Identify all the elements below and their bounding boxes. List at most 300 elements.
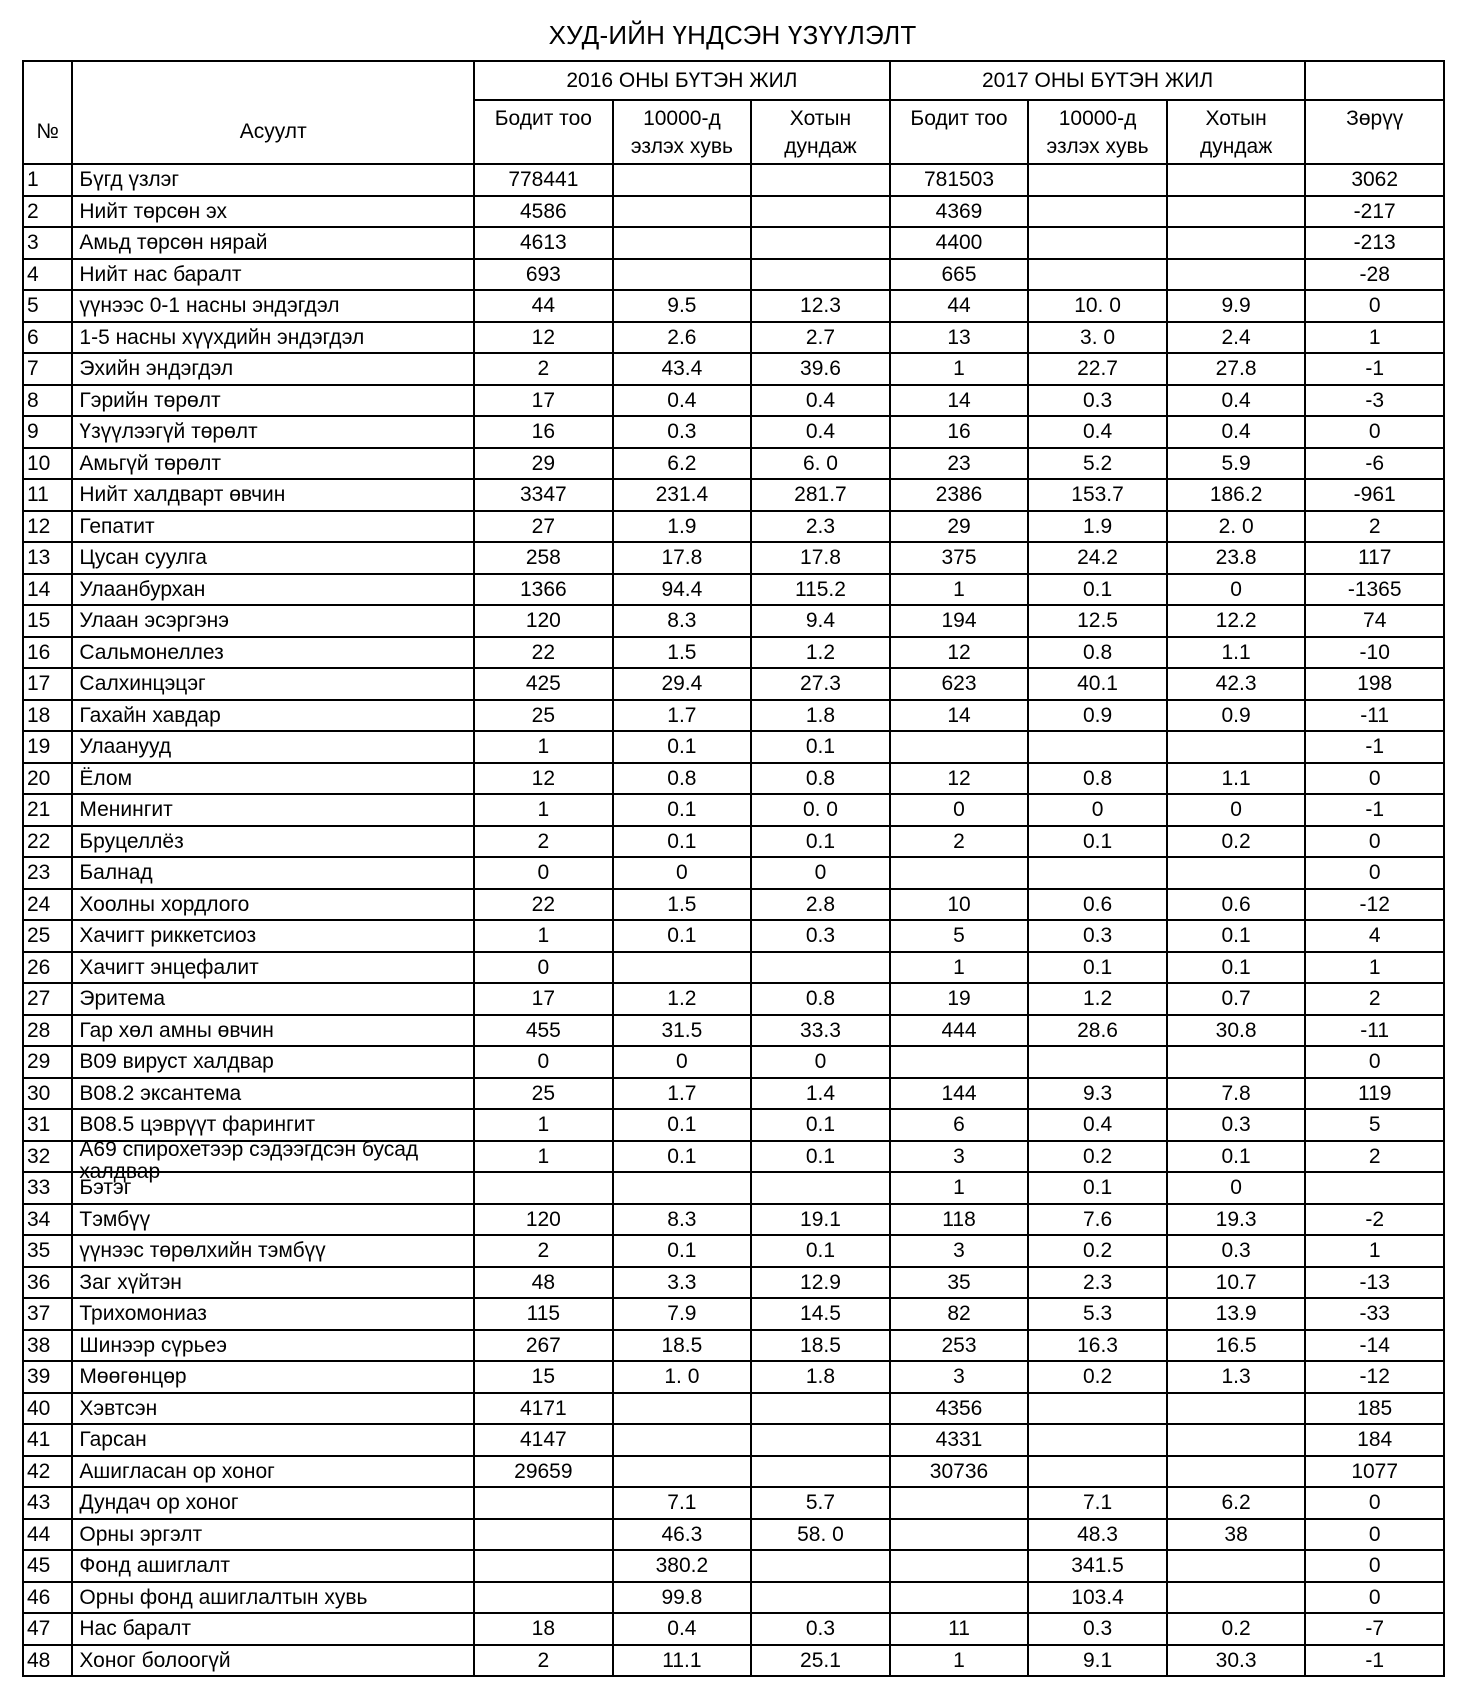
city-avg-2016-cell: 0.4 xyxy=(751,416,890,448)
rate-2017-cell xyxy=(1028,857,1167,889)
table-row xyxy=(23,164,1444,196)
diff-cell: 4 xyxy=(1305,920,1444,952)
rate-2016-cell: 1.2 xyxy=(613,983,752,1015)
rate-2017-cell: 0.3 xyxy=(1028,385,1167,417)
table-row xyxy=(23,1645,1444,1677)
row-number-cell: 27 xyxy=(23,983,72,1015)
diff-cell: 3062 xyxy=(1305,164,1444,196)
city-avg-2016-cell: 12.3 xyxy=(751,290,890,322)
actual-2017-cell: 12 xyxy=(890,763,1029,795)
actual-2017-cell: 444 xyxy=(890,1015,1029,1047)
city-avg-2016-cell xyxy=(751,1582,890,1614)
header-2017-rate xyxy=(1028,100,1167,164)
city-avg-2016-cell: 0.1 xyxy=(751,826,890,858)
city-avg-2016-cell: 0.4 xyxy=(751,385,890,417)
rate-2016-cell: 231.4 xyxy=(613,479,752,511)
rate-2016-cell xyxy=(613,259,752,291)
rate-2016-cell xyxy=(613,1172,752,1204)
diff-cell: 0 xyxy=(1305,857,1444,889)
rate-2017-cell: 7.6 xyxy=(1028,1204,1167,1236)
rate-2017-cell: 22.7 xyxy=(1028,353,1167,385)
row-number-cell: 16 xyxy=(23,637,72,669)
rate-2016-cell: 9.5 xyxy=(613,290,752,322)
actual-2016-cell: 455 xyxy=(474,1015,613,1047)
actual-2016-cell xyxy=(474,1487,613,1519)
city-avg-2017-cell xyxy=(1167,1046,1306,1078)
row-question-cell: үүнээс 0-1 насны эндэгдэл xyxy=(72,290,474,322)
header-2017-city-avg xyxy=(1167,100,1306,164)
actual-2016-cell: 0 xyxy=(474,857,613,889)
rate-2017-cell: 0.2 xyxy=(1028,1361,1167,1393)
row-question-cell: Трихомониаз xyxy=(72,1298,474,1330)
actual-2016-cell: 693 xyxy=(474,259,613,291)
actual-2017-cell xyxy=(890,1487,1029,1519)
city-avg-2016-cell: 18.5 xyxy=(751,1330,890,1362)
actual-2016-cell: 29 xyxy=(474,448,613,480)
rate-2017-cell: 0.1 xyxy=(1028,574,1167,606)
row-number-cell: 30 xyxy=(23,1078,72,1110)
city-avg-2017-cell: 2.4 xyxy=(1167,322,1306,354)
diff-cell: 198 xyxy=(1305,668,1444,700)
city-avg-2016-cell: 0.1 xyxy=(751,1235,890,1267)
city-avg-2017-cell: 1.1 xyxy=(1167,637,1306,669)
rate-2016-cell xyxy=(613,164,752,196)
row-number-cell: 25 xyxy=(23,920,72,952)
city-avg-2016-cell: 1.2 xyxy=(751,637,890,669)
city-avg-2016-cell: 58. 0 xyxy=(751,1519,890,1551)
diff-cell: 1 xyxy=(1305,322,1444,354)
row-number-cell: 44 xyxy=(23,1519,72,1551)
diff-cell: -1 xyxy=(1305,794,1444,826)
rate-2017-cell: 0.3 xyxy=(1028,1613,1167,1645)
rate-2016-cell: 31.5 xyxy=(613,1015,752,1047)
rate-2016-cell: 0.8 xyxy=(613,763,752,795)
row-number-cell: 12 xyxy=(23,511,72,543)
row-number-cell: 13 xyxy=(23,542,72,574)
row-number-cell: 31 xyxy=(23,1109,72,1141)
diff-cell: -961 xyxy=(1305,479,1444,511)
diff-cell: 184 xyxy=(1305,1424,1444,1456)
row-question-cell: Хэвтсэн xyxy=(72,1393,474,1425)
rate-2017-cell: 0.8 xyxy=(1028,637,1167,669)
city-avg-2016-cell: 0 xyxy=(751,1046,890,1078)
row-question-cell: Сальмонеллез xyxy=(72,637,474,669)
city-avg-2017-cell: 1.1 xyxy=(1167,763,1306,795)
rate-2017-cell xyxy=(1028,731,1167,763)
actual-2017-cell: 5 xyxy=(890,920,1029,952)
actual-2017-cell: 23 xyxy=(890,448,1029,480)
actual-2016-cell: 1 xyxy=(474,731,613,763)
city-avg-2017-cell: 0 xyxy=(1167,574,1306,606)
table-row xyxy=(23,227,1444,259)
row-question-cell: Нийт төрсөн эх xyxy=(72,196,474,228)
row-number-cell: 26 xyxy=(23,952,72,984)
rate-2016-cell xyxy=(613,227,752,259)
rate-2017-cell xyxy=(1028,1046,1167,1078)
table-row xyxy=(23,1330,1444,1362)
actual-2017-cell: 14 xyxy=(890,385,1029,417)
city-avg-2016-cell: 115.2 xyxy=(751,574,890,606)
row-question-cell: Мөөгөнцөр xyxy=(72,1361,474,1393)
row-number-cell: 6 xyxy=(23,322,72,354)
table-row xyxy=(23,196,1444,228)
row-question-cell: Хоног болоогүй xyxy=(72,1645,474,1677)
rate-2016-cell: 8.3 xyxy=(613,605,752,637)
actual-2016-cell: 22 xyxy=(474,889,613,921)
row-question-cell: Гарсан xyxy=(72,1424,474,1456)
city-avg-2016-cell: 27.3 xyxy=(751,668,890,700)
diff-cell: -10 xyxy=(1305,637,1444,669)
row-question-cell xyxy=(72,1137,474,1183)
city-avg-2017-cell: 0.3 xyxy=(1167,1235,1306,1267)
row-number-cell: 36 xyxy=(23,1267,72,1299)
header-2016: 2016 ОНЫ БҮТЭН ЖИЛ xyxy=(474,61,890,100)
table-row xyxy=(23,668,1444,700)
table-row xyxy=(23,511,1444,543)
table-row xyxy=(23,700,1444,732)
rate-2016-cell: 94.4 xyxy=(613,574,752,606)
city-avg-2016-cell: 2.3 xyxy=(751,511,890,543)
city-avg-2016-cell xyxy=(751,1456,890,1488)
rate-2017-cell: 0.4 xyxy=(1028,1109,1167,1141)
row-number-cell: 40 xyxy=(23,1393,72,1425)
city-avg-2017-cell: 2. 0 xyxy=(1167,511,1306,543)
row-question-cell: Ашигласан ор хоног xyxy=(72,1456,474,1488)
city-avg-2017-cell: 0.1 xyxy=(1167,1141,1306,1173)
diff-cell: -1 xyxy=(1305,731,1444,763)
row-question-cell: В09 вируст халдвар xyxy=(72,1046,474,1078)
rate-2016-cell: 29.4 xyxy=(613,668,752,700)
actual-2016-cell: 778441 xyxy=(474,164,613,196)
city-avg-2017-cell xyxy=(1167,857,1306,889)
actual-2017-cell: 3 xyxy=(890,1141,1029,1173)
actual-2016-cell: 15 xyxy=(474,1361,613,1393)
row-number-cell: 47 xyxy=(23,1613,72,1645)
city-avg-2016-cell: 0.3 xyxy=(751,920,890,952)
diff-cell: -213 xyxy=(1305,227,1444,259)
city-avg-2017-cell xyxy=(1167,164,1306,196)
rate-2017-cell: 103.4 xyxy=(1028,1582,1167,1614)
actual-2016-cell: 2 xyxy=(474,353,613,385)
actual-2017-cell: 11 xyxy=(890,1613,1029,1645)
rate-2016-cell: 2.6 xyxy=(613,322,752,354)
city-avg-2017-cell xyxy=(1167,196,1306,228)
city-avg-2016-cell: 1.8 xyxy=(751,700,890,732)
city-avg-2016-cell: 9.4 xyxy=(751,605,890,637)
actual-2017-cell: 4369 xyxy=(890,196,1029,228)
table-row xyxy=(23,353,1444,385)
actual-2016-cell: 4147 xyxy=(474,1424,613,1456)
header-2017-actual: Бодит тоо xyxy=(890,100,1029,164)
table-row xyxy=(23,794,1444,826)
rate-2017-cell: 10. 0 xyxy=(1028,290,1167,322)
rate-2016-cell: 1. 0 xyxy=(613,1361,752,1393)
rate-2016-cell xyxy=(613,952,752,984)
rate-2017-cell: 0.4 xyxy=(1028,416,1167,448)
city-avg-2016-cell: 0.1 xyxy=(751,1141,890,1173)
city-avg-2016-cell: 5.7 xyxy=(751,1487,890,1519)
row-number-cell: 1 xyxy=(23,164,72,196)
city-avg-2016-cell: 0.3 xyxy=(751,1613,890,1645)
table-row xyxy=(23,1613,1444,1645)
diff-cell: -12 xyxy=(1305,1361,1444,1393)
table-row xyxy=(23,1078,1444,1110)
actual-2016-cell: 120 xyxy=(474,1204,613,1236)
city-avg-2016-cell: 2.7 xyxy=(751,322,890,354)
row-number-cell: 8 xyxy=(23,385,72,417)
row-question-cell: Гепатит xyxy=(72,511,474,543)
rate-2017-cell xyxy=(1028,164,1167,196)
actual-2016-cell: 17 xyxy=(474,983,613,1015)
row-question-cell: Хачигт энцефалит xyxy=(72,952,474,984)
actual-2017-cell: 29 xyxy=(890,511,1029,543)
rate-2016-cell: 0.1 xyxy=(613,794,752,826)
rate-2017-cell: 153.7 xyxy=(1028,479,1167,511)
header-2016-rate xyxy=(613,100,752,164)
rate-2017-cell: 0.1 xyxy=(1028,1172,1167,1204)
row-number-cell: 9 xyxy=(23,416,72,448)
table-row xyxy=(23,416,1444,448)
actual-2016-cell: 2 xyxy=(474,826,613,858)
table-row xyxy=(23,605,1444,637)
actual-2016-cell: 25 xyxy=(474,700,613,732)
diff-cell: 1077 xyxy=(1305,1456,1444,1488)
table-row xyxy=(23,1424,1444,1456)
actual-2016-cell: 258 xyxy=(474,542,613,574)
rate-2016-cell: 7.1 xyxy=(613,1487,752,1519)
actual-2016-cell: 17 xyxy=(474,385,613,417)
row-question-cell: Амьгүй төрөлт xyxy=(72,448,474,480)
row-question-cell: Ёлом xyxy=(72,763,474,795)
diff-cell: -7 xyxy=(1305,1613,1444,1645)
rate-2017-cell: 0.1 xyxy=(1028,826,1167,858)
table-row xyxy=(23,1298,1444,1330)
table-row xyxy=(23,479,1444,511)
row-number-cell: 7 xyxy=(23,353,72,385)
rate-2017-cell: 24.2 xyxy=(1028,542,1167,574)
row-number-cell: 18 xyxy=(23,700,72,732)
actual-2017-cell: 13 xyxy=(890,322,1029,354)
table-row xyxy=(23,542,1444,574)
header-2017-city-avg-text: Хотын дундаж xyxy=(1199,107,1273,158)
actual-2017-cell: 253 xyxy=(890,1330,1029,1362)
actual-2016-cell xyxy=(474,1550,613,1582)
page-title: ХУД-ИЙН ҮНДСЭН ҮЗҮҮЛЭЛТ xyxy=(548,20,917,50)
row-question-cell: Улаанууд xyxy=(72,731,474,763)
row-number-cell: 28 xyxy=(23,1015,72,1047)
table-row xyxy=(23,857,1444,889)
rate-2016-cell xyxy=(613,1456,752,1488)
rate-2016-cell: 7.9 xyxy=(613,1298,752,1330)
diff-cell: 0 xyxy=(1305,416,1444,448)
diff-cell: -13 xyxy=(1305,1267,1444,1299)
diff-cell: -33 xyxy=(1305,1298,1444,1330)
rate-2017-cell: 5.2 xyxy=(1028,448,1167,480)
actual-2017-cell: 623 xyxy=(890,668,1029,700)
city-avg-2017-cell: 0.7 xyxy=(1167,983,1306,1015)
actual-2017-cell xyxy=(890,731,1029,763)
table-row xyxy=(23,1456,1444,1488)
row-question-text: А69 спирохетээр сэдээгдсэн бусад халдвар xyxy=(79,1137,419,1183)
rate-2017-cell: 9.3 xyxy=(1028,1078,1167,1110)
rate-2016-cell: 0.1 xyxy=(613,1235,752,1267)
actual-2016-cell: 3347 xyxy=(474,479,613,511)
actual-2017-cell: 2386 xyxy=(890,479,1029,511)
header-2016-city-avg-text: Хотын дундаж xyxy=(784,107,857,158)
row-number-cell: 14 xyxy=(23,574,72,606)
table-row xyxy=(23,1393,1444,1425)
rate-2017-cell: 12.5 xyxy=(1028,605,1167,637)
rate-2016-cell: 99.8 xyxy=(613,1582,752,1614)
city-avg-2017-cell: 0.1 xyxy=(1167,920,1306,952)
actual-2017-cell: 16 xyxy=(890,416,1029,448)
city-avg-2016-cell: 281.7 xyxy=(751,479,890,511)
actual-2017-cell: 144 xyxy=(890,1078,1029,1110)
actual-2017-cell: 19 xyxy=(890,983,1029,1015)
city-avg-2017-cell xyxy=(1167,227,1306,259)
actual-2017-cell: 1 xyxy=(890,1172,1029,1204)
table-row xyxy=(23,1109,1444,1141)
row-question-cell: Хоолны хордлого xyxy=(72,889,474,921)
row-question-cell: Улаанбурхан xyxy=(72,574,474,606)
rate-2016-cell: 1.5 xyxy=(613,889,752,921)
diff-cell: -14 xyxy=(1305,1330,1444,1362)
diff-cell: 0 xyxy=(1305,1519,1444,1551)
rate-2017-cell xyxy=(1028,196,1167,228)
rate-2016-cell: 0.1 xyxy=(613,920,752,952)
diff-cell: 5 xyxy=(1305,1109,1444,1141)
city-avg-2016-cell: 0.1 xyxy=(751,731,890,763)
actual-2016-cell: 2 xyxy=(474,1645,613,1677)
table-row xyxy=(23,1267,1444,1299)
header-diff: Зөрүү xyxy=(1305,100,1444,164)
city-avg-2017-cell: 13.9 xyxy=(1167,1298,1306,1330)
city-avg-2016-cell: 33.3 xyxy=(751,1015,890,1047)
row-question-cell: Амьд төрсөн нярай xyxy=(72,227,474,259)
actual-2016-cell: 12 xyxy=(474,322,613,354)
actual-2016-cell: 1 xyxy=(474,920,613,952)
diff-cell: 1 xyxy=(1305,952,1444,984)
row-number-cell: 11 xyxy=(23,479,72,511)
actual-2017-cell: 0 xyxy=(890,794,1029,826)
city-avg-2017-cell: 1.3 xyxy=(1167,1361,1306,1393)
city-avg-2017-cell xyxy=(1167,731,1306,763)
row-number-cell: 29 xyxy=(23,1046,72,1078)
row-number-cell: 22 xyxy=(23,826,72,858)
row-number-cell: 32 xyxy=(23,1141,72,1173)
rate-2016-cell: 0.1 xyxy=(613,1141,752,1173)
city-avg-2017-cell: 0.6 xyxy=(1167,889,1306,921)
actual-2016-cell: 1 xyxy=(474,794,613,826)
row-question-cell: Заг хүйтэн xyxy=(72,1267,474,1299)
city-avg-2016-cell: 1.4 xyxy=(751,1078,890,1110)
city-avg-2017-cell: 7.8 xyxy=(1167,1078,1306,1110)
rate-2016-cell: 1.9 xyxy=(613,511,752,543)
row-question-cell: Тэмбүү xyxy=(72,1204,474,1236)
actual-2017-cell: 4331 xyxy=(890,1424,1029,1456)
city-avg-2017-cell: 0.1 xyxy=(1167,952,1306,984)
rate-2016-cell: 8.3 xyxy=(613,1204,752,1236)
table-row xyxy=(23,731,1444,763)
table-row xyxy=(23,290,1444,322)
actual-2016-cell: 25 xyxy=(474,1078,613,1110)
actual-2016-cell: 120 xyxy=(474,605,613,637)
row-number-cell: 42 xyxy=(23,1456,72,1488)
rate-2017-cell: 28.6 xyxy=(1028,1015,1167,1047)
actual-2017-cell: 118 xyxy=(890,1204,1029,1236)
row-number-cell: 35 xyxy=(23,1235,72,1267)
rate-2016-cell: 18.5 xyxy=(613,1330,752,1362)
city-avg-2016-cell: 1.8 xyxy=(751,1361,890,1393)
actual-2017-cell: 194 xyxy=(890,605,1029,637)
city-avg-2017-cell: 38 xyxy=(1167,1519,1306,1551)
table-row xyxy=(23,1550,1444,1582)
actual-2016-cell: 27 xyxy=(474,511,613,543)
row-number-cell: 21 xyxy=(23,794,72,826)
table-row xyxy=(23,1172,1444,1204)
table-row xyxy=(23,1361,1444,1393)
city-avg-2017-cell: 27.8 xyxy=(1167,353,1306,385)
actual-2017-cell: 44 xyxy=(890,290,1029,322)
row-question-cell: 1-5 насны хүүхдийн эндэгдэл xyxy=(72,322,474,354)
diff-cell: 0 xyxy=(1305,1582,1444,1614)
row-number-cell: 2 xyxy=(23,196,72,228)
diff-cell: 0 xyxy=(1305,290,1444,322)
actual-2016-cell: 12 xyxy=(474,763,613,795)
actual-2017-cell: 10 xyxy=(890,889,1029,921)
actual-2017-cell xyxy=(890,1519,1029,1551)
city-avg-2017-cell: 30.8 xyxy=(1167,1015,1306,1047)
actual-2016-cell xyxy=(474,1172,613,1204)
actual-2016-cell: 2 xyxy=(474,1235,613,1267)
actual-2017-cell xyxy=(890,857,1029,889)
actual-2017-cell: 1 xyxy=(890,574,1029,606)
city-avg-2017-cell: 0.2 xyxy=(1167,1613,1306,1645)
city-avg-2017-cell xyxy=(1167,1424,1306,1456)
city-avg-2016-cell: 2.8 xyxy=(751,889,890,921)
diff-cell: 2 xyxy=(1305,511,1444,543)
row-question-cell: Гэрийн төрөлт xyxy=(72,385,474,417)
actual-2016-cell: 1 xyxy=(474,1141,613,1173)
row-question-cell: Бэтэг xyxy=(72,1172,474,1204)
city-avg-2016-cell: 25.1 xyxy=(751,1645,890,1677)
diff-cell: 1 xyxy=(1305,1235,1444,1267)
diff-cell: -2 xyxy=(1305,1204,1444,1236)
actual-2016-cell: 1 xyxy=(474,1109,613,1141)
row-number-cell: 41 xyxy=(23,1424,72,1456)
table-row xyxy=(23,1582,1444,1614)
rate-2016-cell: 1.5 xyxy=(613,637,752,669)
row-number-cell: 24 xyxy=(23,889,72,921)
actual-2017-cell: 12 xyxy=(890,637,1029,669)
row-number-cell: 10 xyxy=(23,448,72,480)
table-row xyxy=(23,1015,1444,1047)
diff-cell xyxy=(1305,1172,1444,1204)
diff-cell: 74 xyxy=(1305,605,1444,637)
actual-2017-cell: 30736 xyxy=(890,1456,1029,1488)
actual-2016-cell: 4171 xyxy=(474,1393,613,1425)
rate-2016-cell: 43.4 xyxy=(613,353,752,385)
city-avg-2016-cell xyxy=(751,227,890,259)
actual-2017-cell: 375 xyxy=(890,542,1029,574)
diff-cell: 2 xyxy=(1305,983,1444,1015)
actual-2016-cell: 267 xyxy=(474,1330,613,1362)
diff-cell: 0 xyxy=(1305,1046,1444,1078)
actual-2016-cell: 18 xyxy=(474,1613,613,1645)
rate-2017-cell: 3. 0 xyxy=(1028,322,1167,354)
table-row xyxy=(23,889,1444,921)
city-avg-2016-cell: 6. 0 xyxy=(751,448,890,480)
